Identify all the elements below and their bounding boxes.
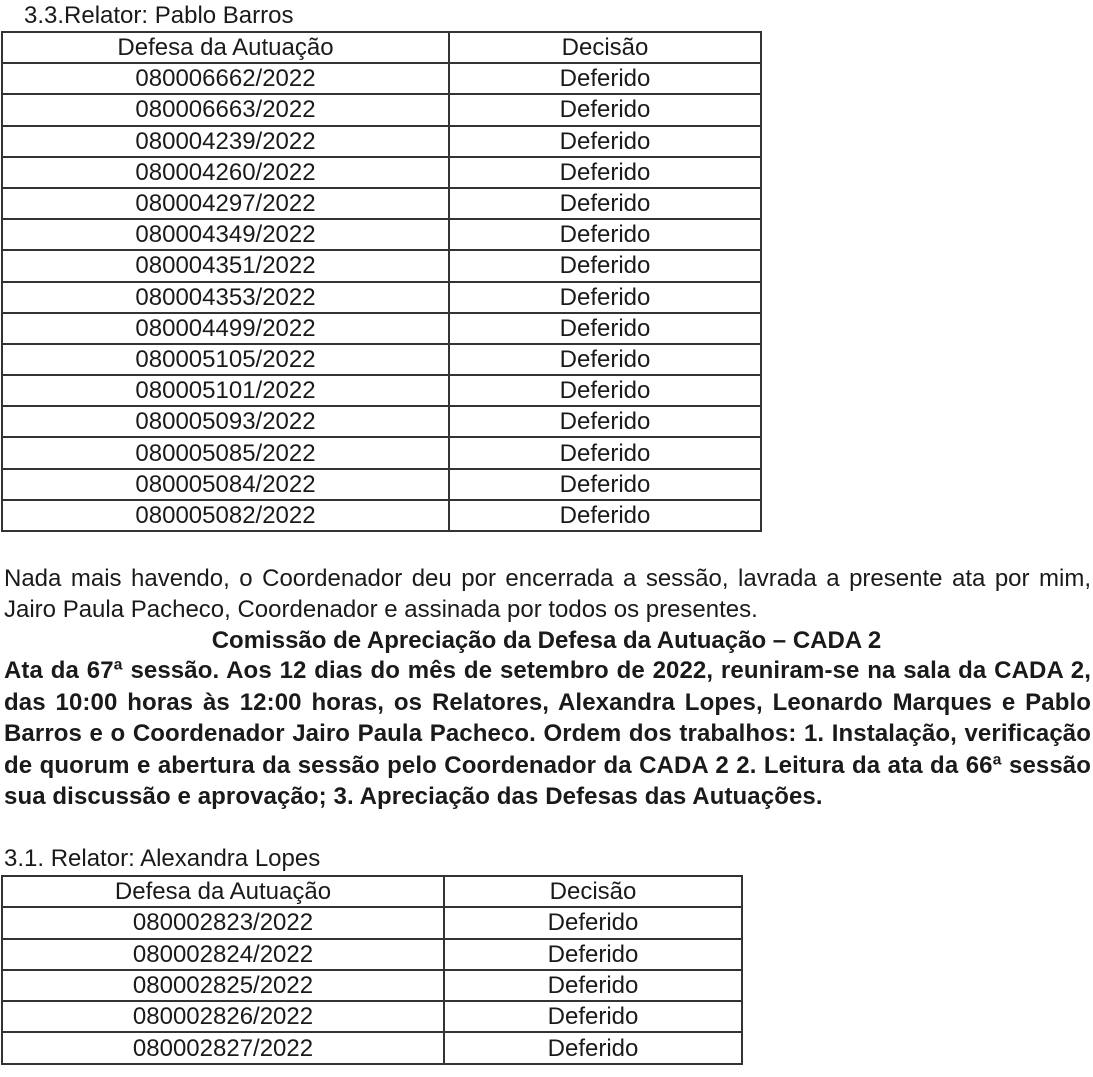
table-row: [2, 406, 761, 437]
defesa-id-cell: 080004297/2022: [2, 188, 449, 219]
table-row: [2, 219, 761, 250]
section-3-3-label: 3.3.Relator: Pablo Barros: [24, 2, 294, 29]
defesa-id-cell: 080002826/2022: [2, 1001, 444, 1032]
table-row: [2, 500, 761, 531]
table-row: [2, 970, 742, 1001]
defesa-id-cell: 080006662/2022: [2, 63, 449, 94]
defesa-id-cell: 080006663/2022: [2, 94, 449, 125]
defesa-id-cell: 080005105/2022: [2, 344, 449, 375]
decisions-table-alexandra-lopes: [1, 875, 743, 1065]
section-3-1-label: 3.1. Relator: Alexandra Lopes: [4, 845, 321, 872]
defesa-id-cell: 080005085/2022: [2, 437, 449, 468]
column-header-decisao: Decisão: [449, 32, 761, 63]
decision-cell: Deferido: [449, 94, 761, 125]
table-body: [2, 907, 742, 1063]
table-row: [2, 344, 761, 375]
defesa-id-cell: 080002823/2022: [2, 907, 444, 938]
table-row: [2, 1032, 742, 1063]
decision-cell: Deferido: [449, 157, 761, 188]
decision-cell: Deferido: [444, 970, 742, 1001]
table-row: [2, 94, 761, 125]
session-minutes-paragraph: Ata da 67ª sessão. Aos 12 dias do mês de setembro de 2022, reuniram-se na sala da CADA 2, das 10:00 horas às 12:00 horas, os Relatores, Alexandra Lopes, Leonardo Marques e Pablo Barros e o Coordenador Jairo Paula Pacheco. Ordem dos trabalhos: 1. Instalação, verificação de quorum e abertura da sessão pelo Coordenador da CADA 2 2. Leitura da ata da 66ª sessão sua discussão e aprovação; 3. Apreciação das Defesas das Autuações.: [4, 657, 1091, 811]
decision-cell: Deferido: [449, 375, 761, 406]
decision-cell: Deferido: [449, 63, 761, 94]
defesa-id-cell: 080004349/2022: [2, 219, 449, 250]
defesa-id-cell: 080005084/2022: [2, 469, 449, 500]
decision-cell: Deferido: [444, 939, 742, 970]
decision-cell: Deferido: [449, 313, 761, 344]
table-header-row: [2, 876, 742, 907]
defesa-id-cell: 080005093/2022: [2, 406, 449, 437]
defesa-id-cell: 080004353/2022: [2, 282, 449, 313]
defesa-id-cell: 080005082/2022: [2, 500, 449, 531]
decision-cell: Deferido: [444, 1001, 742, 1032]
table-row: [2, 63, 761, 94]
decision-cell: Deferido: [449, 250, 761, 281]
decision-cell: Deferido: [444, 907, 742, 938]
table-row: [2, 469, 761, 500]
table-row: [2, 939, 742, 970]
table-row: [2, 437, 761, 468]
defesa-id-cell: 080004260/2022: [2, 157, 449, 188]
table-row: [2, 188, 761, 219]
decisions-table-pablo-barros: [1, 31, 762, 532]
table-body: [2, 63, 761, 531]
table-row: [2, 250, 761, 281]
column-header-decisao: Decisão: [444, 876, 742, 907]
commission-title: Comissão de Apreciação da Defesa da Autuação – CADA 2: [211, 627, 882, 654]
table-row: [2, 1001, 742, 1032]
decision-cell: Deferido: [449, 282, 761, 313]
decision-cell: Deferido: [449, 188, 761, 219]
table-row: [2, 375, 761, 406]
decision-cell: Deferido: [449, 126, 761, 157]
defesa-id-cell: 080002824/2022: [2, 939, 444, 970]
table-row: [2, 907, 742, 938]
table-row: [2, 313, 761, 344]
table-row: [2, 282, 761, 313]
column-header-defesa: Defesa da Autuação: [2, 876, 444, 907]
decision-cell: Deferido: [449, 406, 761, 437]
defesa-id-cell: 080005101/2022: [2, 375, 449, 406]
decision-cell: Deferido: [449, 500, 761, 531]
table-header-row: [2, 32, 761, 63]
defesa-id-cell: 080004239/2022: [2, 126, 449, 157]
decision-cell: Deferido: [449, 219, 761, 250]
table-row: [2, 157, 761, 188]
table-row: [2, 126, 761, 157]
defesa-id-cell: 080004351/2022: [2, 250, 449, 281]
closing-paragraph: Nada mais havendo, o Coordenador deu por encerrada a sessão, lavrada a presente ata por mim, Jairo Paula Pacheco, Coordenador e assinada por todos os presentes.: [4, 565, 1091, 623]
defesa-id-cell: 080002825/2022: [2, 970, 444, 1001]
decision-cell: Deferido: [449, 469, 761, 500]
defesa-id-cell: 080002827/2022: [2, 1032, 444, 1063]
defesa-id-cell: 080004499/2022: [2, 313, 449, 344]
decision-cell: Deferido: [444, 1032, 742, 1063]
decision-cell: Deferido: [449, 437, 761, 468]
decision-cell: Deferido: [449, 344, 761, 375]
column-header-defesa: Defesa da Autuação: [2, 32, 449, 63]
